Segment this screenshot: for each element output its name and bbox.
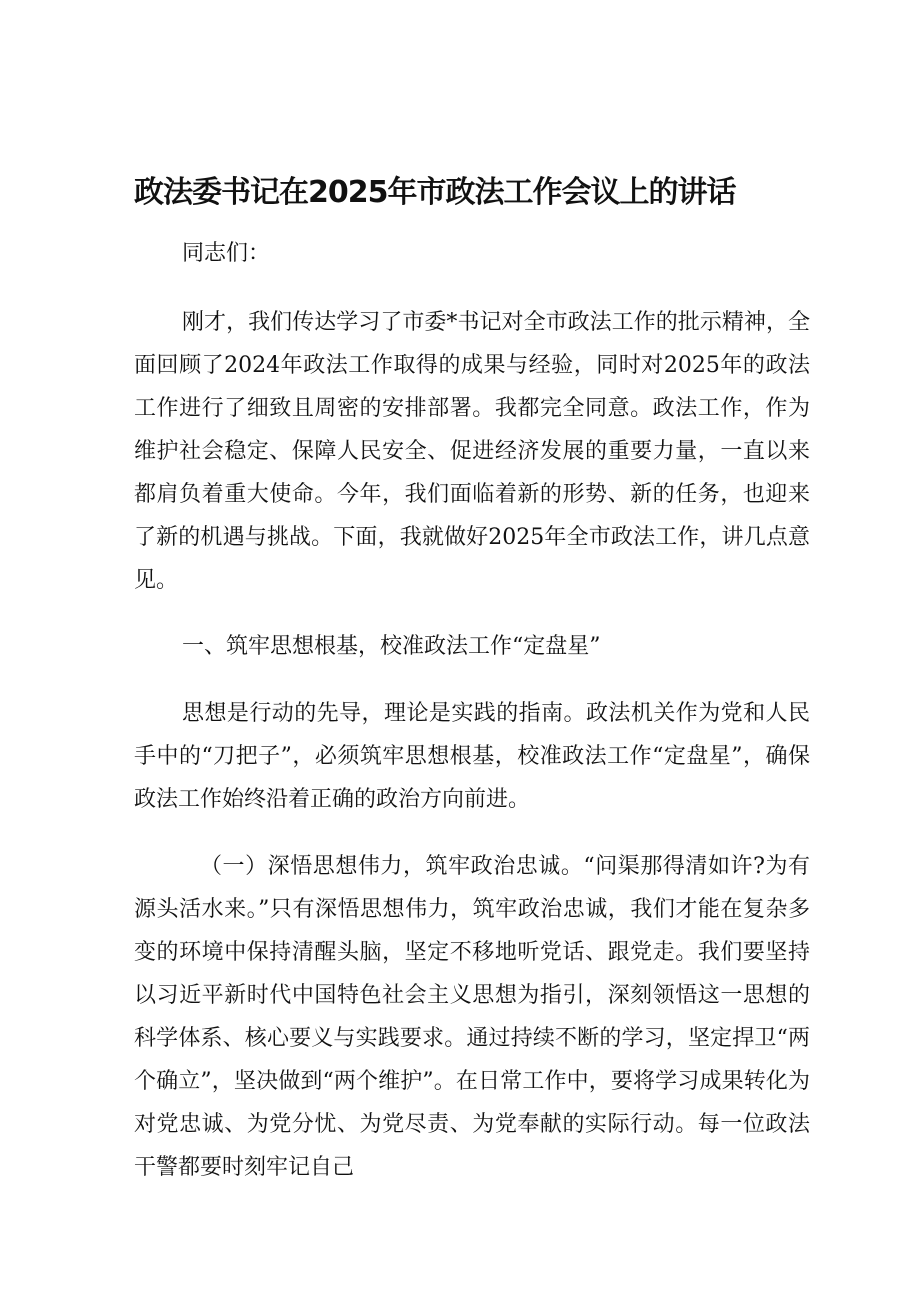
greeting: 同志们： [182, 241, 271, 266]
document-title: 政法委书记在2025年市政法工作会议上的讲话 [134, 175, 736, 210]
section-heading: 一、筑牢思想根基，校准政法工作“定盘星” [182, 634, 601, 659]
paragraph-section-intro: 思想是行动的先导，理论是实践的指南。政法机关作为党和人民手中的“刀把子”，必须筑牢思想根基，校准政法工作“定盘星”，确保政法工作始终沿着正确的政治方向前进。 [134, 701, 810, 812]
paragraph-intro: 刚才，我们传达学习了市委*书记对全市政法工作的批示精神，全面回顾了2024年政法工作取得的成果与经验，同时对2025年的政法工作进行了细致且周密的安排部署。我都完全同意。政法工作，作为维护社会稳定、保障人民安全、促进经济发展的重要力量，一直以来都肩负着重大使命。今年，我们面临着新的形势、新的任务，也迎来了新的机遇与挑战。下面，我就做好2025年全市政法工作，讲几点意见。 [134, 310, 810, 593]
paragraph-subsection: （一）深悟思想伟力，筑牢政治忠诚。“问渠那得清如许?为有源头活水来。”只有深悟思想伟力，筑牢政治忠诚，我们才能在复杂多变的环境中保持清醒头脑，坚定不移地听党话、跟党走。我们要坚持以习近平新时代中国特色社会主义思想为指引，深刻领悟这一思想的科学体系、核心要义与实践要求。通过持续不断的学习，坚定捍卫“两个确立”，坚决做到“两个维护”。在日常工作中，要将学习成果转化为对党忠诚、为党分忧、为党尽责、为党奉献的实际行动。每一位政法干警都要时刻牢记自己 [134, 854, 810, 1180]
document-body [134, 232, 810, 1189]
